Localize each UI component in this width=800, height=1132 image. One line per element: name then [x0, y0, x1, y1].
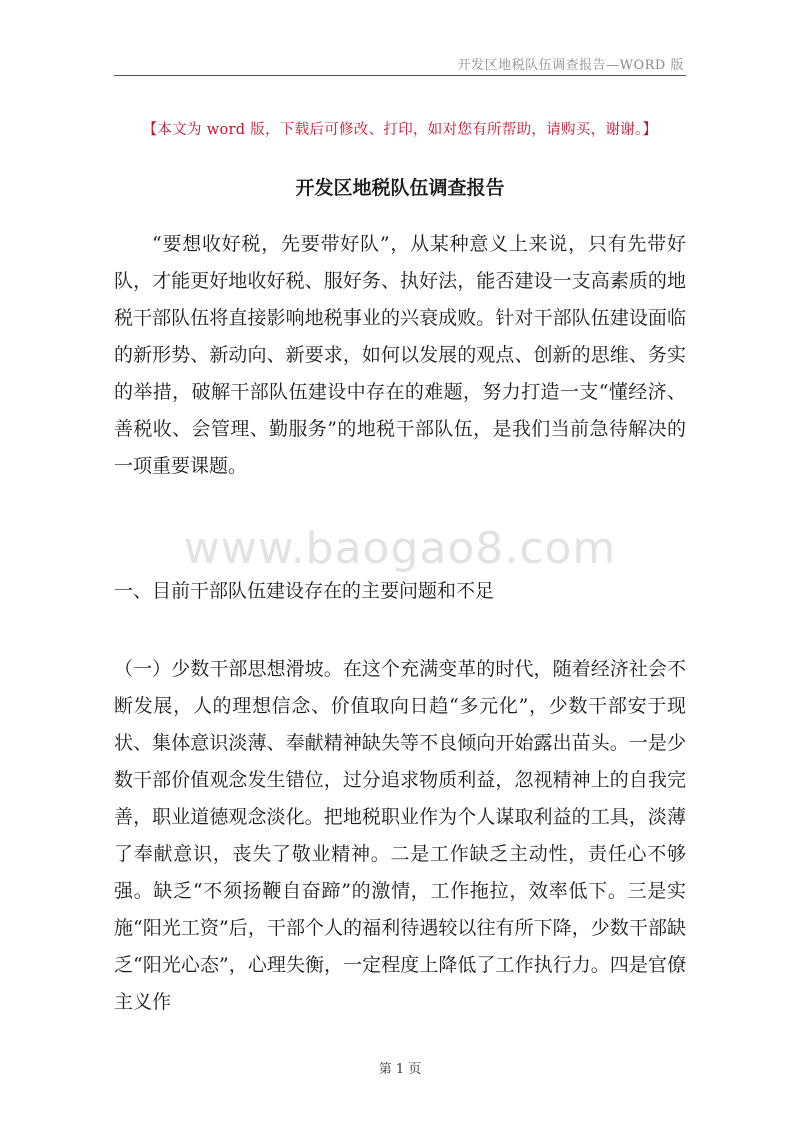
purchase-notice: 【本文为 word 版，下载后可修改、打印，如对您有所帮助，请购买，谢谢。】: [142, 122, 658, 138]
site-watermark: www.baogao8.com: [183, 523, 617, 574]
subsection-paragraph: （一）少数干部思想滑坡。在这个充满变革的时代，随着经济社会不断发展，人的理想信念、价值取向日趋“多元化”，少数干部安于现状、集体意识淡薄、奉献精神缺失等不良倾向开始露出苗头。一是少数干部价值观念发生错位，过分追求物质利益，忽视精神上的自我完善，职业道德观念淡化。把地税职业作为个人谋取利益的工具，淡薄了奉献意识，丧失了敬业精神。二是工作缺乏主动性，责任心不够强。缺乏“不须扬鞭自奋蹄”的激情，工作拖拉，效率低下。三是实施“阳光工资”后，干部个人的福利待遇较以往有所下降，少数干部缺乏“阳光心态”，心理失衡，一定程度上降低了工作执行力。四是官僚主义作: [114, 658, 686, 1013]
header-divider: [114, 75, 686, 76]
document-title: 开发区地税队伍调查报告: [295, 177, 505, 199]
intro-paragraph: “要想收好税，先要带好队”，从某种意义上来说，只有先带好队，才能更好地收好税、服好务、执好法，能否建设一支高素质的地税干部队伍将直接影响地税事业的兴衰成败。针对干部队伍建设面临的新形势、新动向、新要求，如何以发展的观点、创新的思维、务实的举措，破解干部队伍建设中存在的难题，努力打造一支“懂经济、善税收、会管理、勤服务”的地税干部队伍，是我们当前急待解决的一项重要课题。: [114, 233, 686, 477]
section-heading: 一、目前干部队伍建设存在的主要问题和不足: [114, 580, 495, 602]
page-number: 第 1 页: [378, 1062, 422, 1077]
running-header: 开发区地税队伍调查报告—WORD 版: [457, 58, 684, 73]
